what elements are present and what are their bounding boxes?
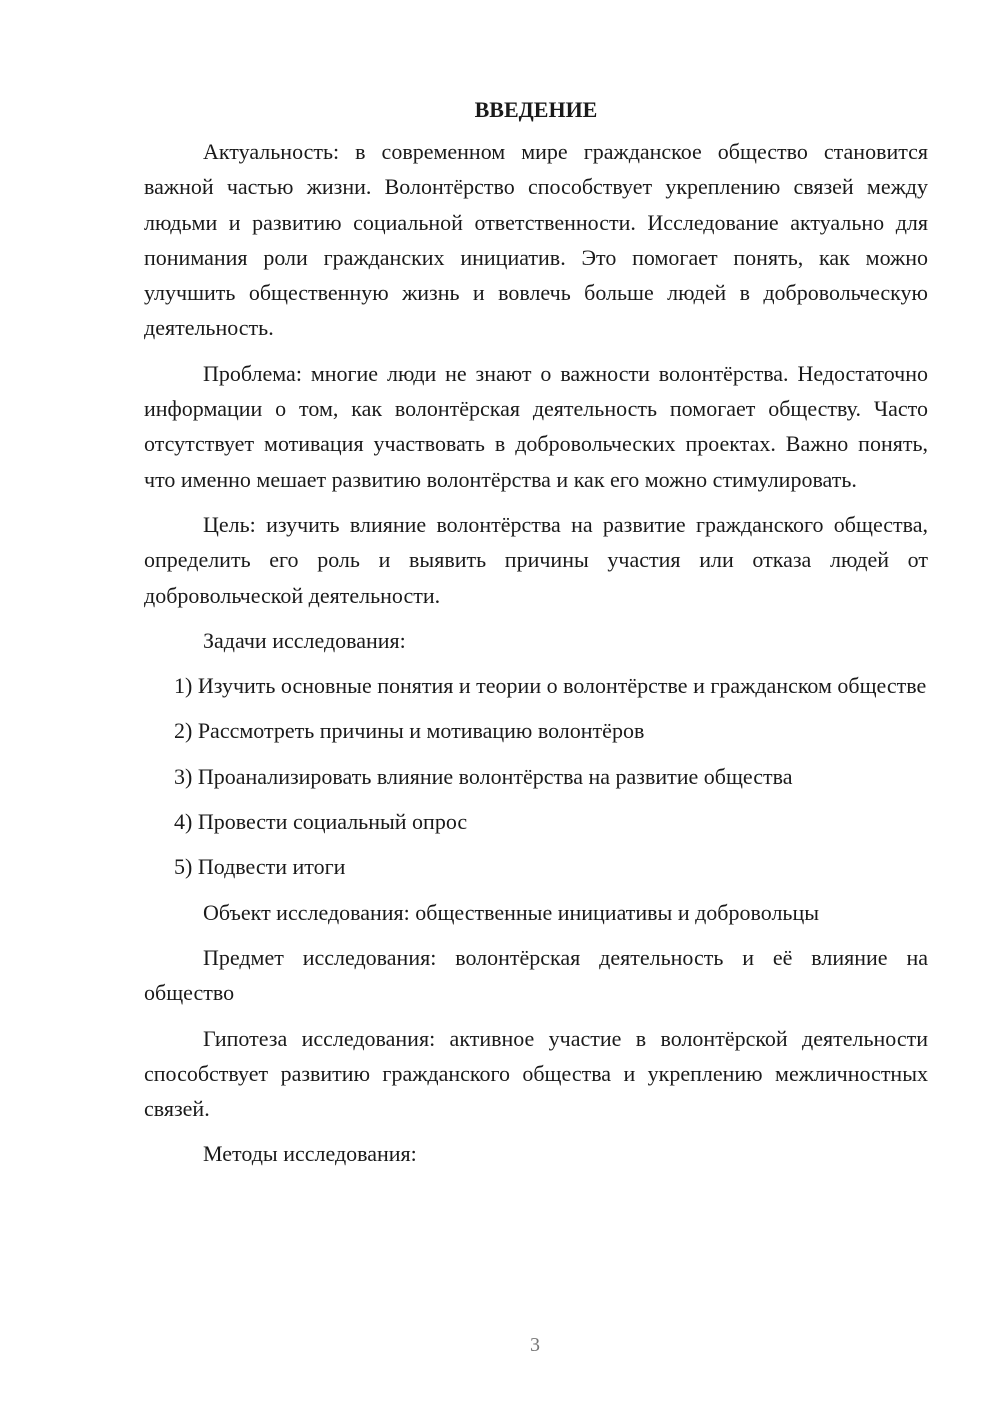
task-item-1: 1) Изучить основные понятия и теории о волонтёрстве и гражданском обществе [174, 673, 927, 699]
methods-heading: Методы исследования: [203, 1141, 417, 1167]
task-item-4: 4) Провести социальный опрос [174, 809, 468, 835]
relevance-paragraph: Актуальность: в современном мире гражданское общество становится важной частью жизни. Волонтёрство способствует укреплению связей между людьми и развитию социальной ответственности. Исследование актуально для понимания роли гражданских инициатив. Это помогает понять, как можно улучшить общественную жизнь и вовлечь больше людей в добровольческую деятельность. [144, 139, 928, 341]
hypothesis-paragraph: Гипотеза исследования: активное участие в волонтёрской деятельности способствует развитию гражданского общества и укреплению межличностных связей. [144, 1025, 928, 1122]
subject-paragraph: Предмет исследования: волонтёрская деятельность и её влияние на общество [144, 944, 928, 1006]
task-item-3: 3) Проанализировать влияние волонтёрства на развитие общества [174, 763, 793, 789]
section-title: ВВЕДЕНИЕ [474, 97, 598, 122]
tasks-heading: Задачи исследования: [203, 627, 406, 653]
object-paragraph: Объект исследования: общественные инициативы и добровольцы [203, 899, 820, 925]
task-item-5: 5) Подвести итоги [174, 854, 346, 880]
document-page [144, 92, 928, 1172]
task-item-2: 2) Рассмотреть причины и мотивацию волонтёров [174, 718, 645, 744]
problem-paragraph: Проблема: многие люди не знают о важности волонтёрства. Недостаточно информации о том, как волонтёрская деятельность помогает обществу. Часто отсутствует мотивация участвовать в добровольческих проектах. Важно понять, что именно мешает развитию волонтёрства и как его можно стимулировать. [144, 360, 928, 492]
page-number: 3 [530, 1334, 540, 1356]
goal-paragraph: Цель: изучить влияние волонтёрства на развитие гражданского общества, определить его роль и выявить причины участия или отказа людей от добровольческой деятельности. [144, 511, 928, 608]
